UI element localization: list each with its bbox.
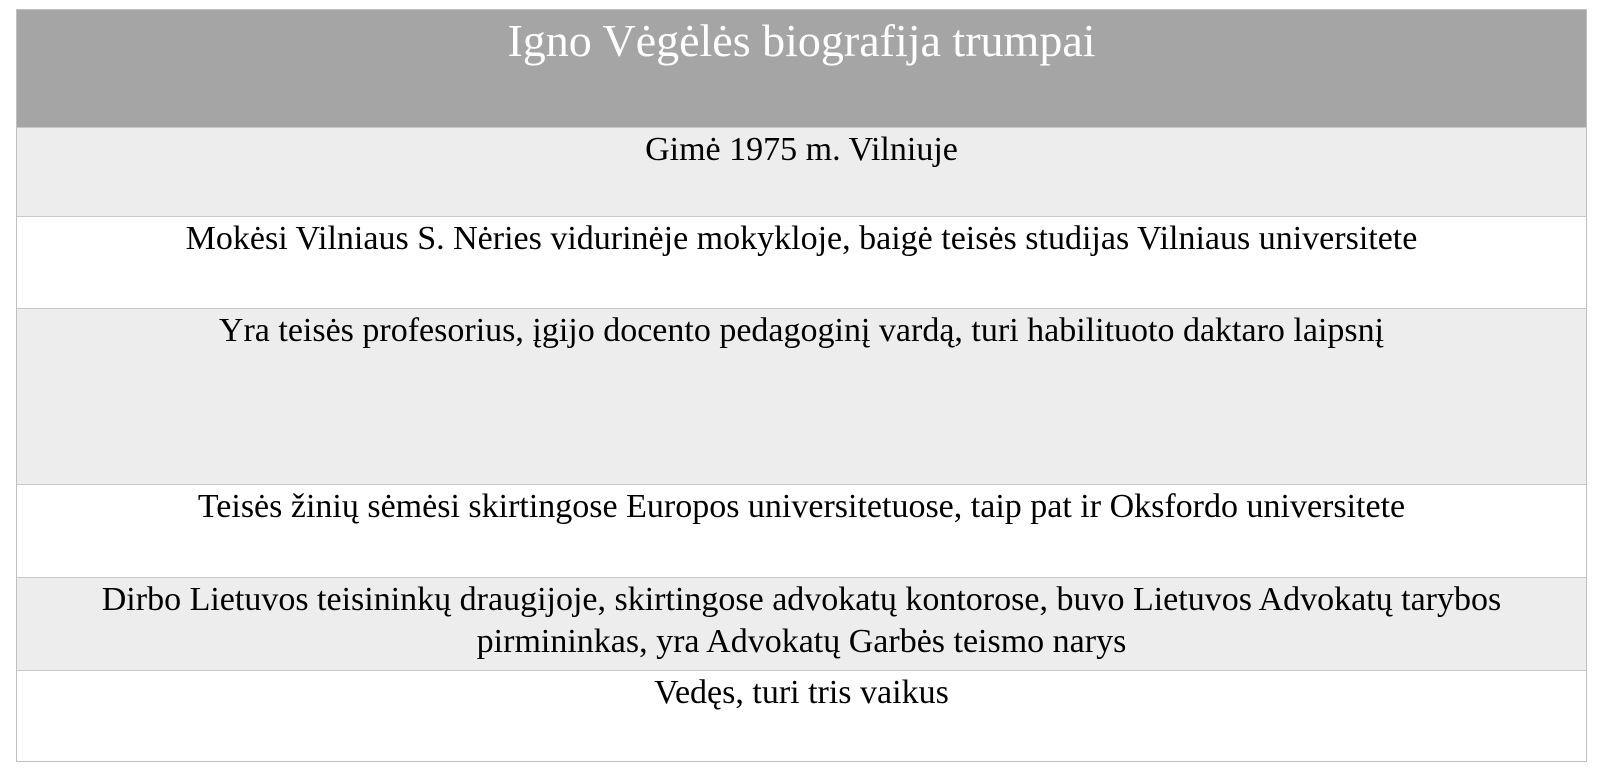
- table-row: Vedęs, turi tris vaikus: [17, 670, 1586, 761]
- table-row: Yra teisės profesorius, įgijo docento pedagoginį vardą, turi habilituoto daktaro laipsnį: [17, 308, 1586, 484]
- table-row: Teisės žinių sėmėsi skirtingose Europos universitetuose, taip pat ir Oksfordo universitete: [17, 484, 1586, 577]
- biography-table: [16, 9, 1587, 762]
- table-row: Gimė 1975 m. Vilniuje: [17, 127, 1586, 216]
- table-title: Igno Vėgėlės biografija trumpai: [17, 10, 1586, 127]
- table-row: Dirbo Lietuvos teisininkų draugijoje, skirtingose advokatų kontorose, buvo Lietuvos Advokatų tarybos pirmininkas, yra Advokatų Garbės teismo narys: [17, 577, 1586, 670]
- table-row: Mokėsi Vilniaus S. Nėries vidurinėje mokykloje, baigė teisės studijas Vilniaus universitete: [17, 216, 1586, 308]
